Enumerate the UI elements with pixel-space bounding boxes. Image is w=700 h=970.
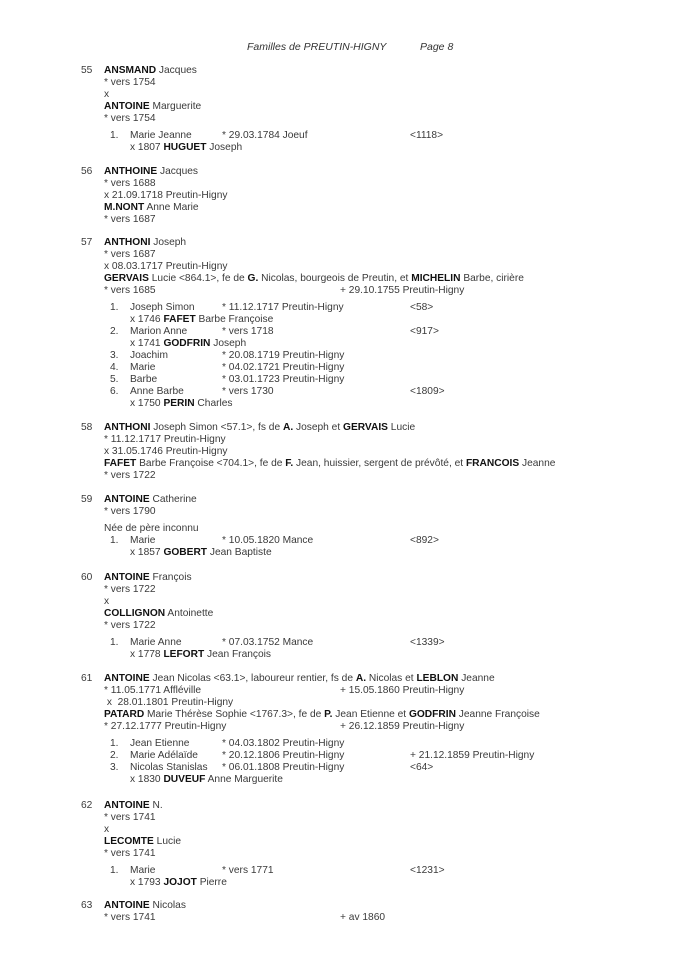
wife-birth-death: * 27.12.1777 Preutin-Higny + 26.12.1859 Preutin-Higny (104, 721, 465, 732)
marriage-line: x 31.05.1746 Preutin-Higny (104, 446, 228, 457)
wife-line: LECOMTE Lucie (104, 836, 182, 847)
husband-birth: * vers 1754 (104, 77, 156, 88)
entry-number: 57 (81, 237, 93, 248)
child-marriage: x 1750 PERIN Charles (130, 398, 233, 409)
entry-number: 60 (81, 572, 93, 583)
entry-number: 63 (81, 900, 93, 911)
marriage-line: x (104, 596, 110, 607)
wife-line: COLLIGNON Antoinette (104, 608, 214, 619)
child-marriage: x 1807 HUGUET Joseph (130, 142, 243, 153)
husband-birth-death: * 11.05.1771 Affléville + 15.05.1860 Preutin-Higny (104, 685, 465, 696)
wife-birth: * vers 1741 (104, 848, 156, 859)
child-marriage: x 1778 LEFORT Jean François (130, 649, 272, 660)
child-row: 1. Joseph Simon * 11.12.1717 Preutin-Higny <58> (110, 302, 434, 313)
child-row: 3. Joachim * 20.08.1719 Preutin-Higny (110, 350, 345, 361)
wife-birth: * vers 1687 (104, 214, 156, 225)
child-row: 6. Anne Barbe * vers 1730 <1809> (110, 386, 445, 397)
husband-line: ANTOINE N. (104, 800, 163, 811)
child-marriage: x 1830 DUVEUF Anne Marguerite (130, 774, 283, 785)
person-birth-death: * vers 1741 + av 1860 (104, 912, 386, 923)
wife-line: GERVAIS Lucie <864.1>, fe de G. Nicolas, bourgeois de Preutin, et MICHELIN Barbe, cirière (104, 273, 524, 284)
husband-birth: * vers 1722 (104, 584, 156, 595)
marriage-line: x (104, 89, 110, 100)
wife-line: FAFET Barbe Françoise <704.1>, fe de F. Jean, huissier, sergent de prévôté, et FRANCOIS Jeanne (104, 458, 556, 469)
marriage-line: x 21.09.1718 Preutin-Higny (104, 190, 228, 201)
husband-line: ANTHONI Joseph (104, 237, 187, 248)
cross-reference: <1118> (410, 130, 444, 141)
husband-line: ANTOINE Jean Nicolas <63.1>, laboureur rentier, fs de A. Nicolas et LEBLON Jeanne (104, 673, 495, 684)
marriage-line: x 28.01.1801 Preutin-Higny (104, 697, 234, 708)
child-row: 5. Barbe * 03.01.1723 Preutin-Higny (110, 374, 345, 385)
child-row: 2. Marion Anne * vers 1718 <917> (110, 326, 439, 337)
husband-birth: * vers 1687 (104, 249, 156, 260)
child-row: 3. Nicolas Stanislas * 06.01.1808 Preutin-Higny <64> (110, 762, 434, 773)
entry-number: 59 (81, 494, 93, 505)
husband-birth: * vers 1688 (104, 178, 156, 189)
child-row: 1. Marie Anne * 07.03.1752 Mance <1339> (110, 637, 445, 648)
child-row: 4. Marie * 04.02.1721 Preutin-Higny (110, 362, 345, 373)
husband-birth: * 11.12.1717 Preutin-Higny (104, 434, 226, 445)
page-number: Page 8 (420, 41, 454, 53)
child-row: 1. Marie * 10.05.1820 Mance <892> (110, 535, 439, 546)
entry-number: 56 (81, 166, 93, 177)
wife-line: PATARD Marie Thérèse Sophie <1767.3>, fe de P. Jean Etienne et GODFRIN Jeanne Françoise (104, 709, 540, 720)
entry-number: 58 (81, 422, 93, 433)
marriage-line: x (104, 824, 110, 835)
child-marriage: x 1793 JOJOT Pierre (130, 877, 227, 888)
child-row: 2. Marie Adélaïde * 20.12.1806 Preutin-Higny + 21.12.1859 Preutin-Higny (110, 750, 535, 761)
note: Née de père inconnu (104, 523, 199, 534)
marriage-line: x 08.03.1717 Preutin-Higny (104, 261, 228, 272)
child-row: 1. Jean Etienne * 04.03.1802 Preutin-Higny (110, 738, 345, 749)
child-row: 1. Marie Jeanne * 29.03.1784 Joeuf <1118> (110, 130, 444, 141)
husband-line: ANTOINE François (104, 572, 192, 583)
entry-number: 62 (81, 800, 93, 811)
husband-line: ANSMAND Jacques (104, 65, 197, 76)
entry-number: 61 (81, 673, 93, 684)
wife-line: M.NONT Anne Marie (104, 202, 199, 213)
person-line: ANTOINE Catherine (104, 494, 197, 505)
child-marriage: x 1746 FAFET Barbe Françoise (130, 314, 274, 325)
document-title: Familles de PREUTIN-HIGNY (247, 41, 387, 53)
husband-line: ANTHONI Joseph Simon <57.1>, fs de A. Joseph et GERVAIS Lucie (104, 422, 416, 433)
person-line: ANTOINE Nicolas (104, 900, 186, 911)
child-row: 1. Marie * vers 1771 <1231> (110, 865, 445, 876)
wife-birth: * vers 1722 (104, 470, 156, 481)
wife-birth: * vers 1722 (104, 620, 156, 631)
wife-birth: * vers 1754 (104, 113, 156, 124)
child-marriage: x 1857 GOBERT Jean Baptiste (130, 547, 272, 558)
wife-line: ANTOINE Marguerite (104, 101, 202, 112)
husband-birth: * vers 1741 (104, 812, 156, 823)
child-marriage: x 1741 GODFRIN Joseph (130, 338, 247, 349)
entry-number: 55 (81, 65, 93, 76)
person-birth: * vers 1790 (104, 506, 156, 517)
wife-birth-death: * vers 1685 + 29.10.1755 Preutin-Higny (104, 285, 465, 296)
husband-line: ANTHOINE Jacques (104, 166, 198, 177)
